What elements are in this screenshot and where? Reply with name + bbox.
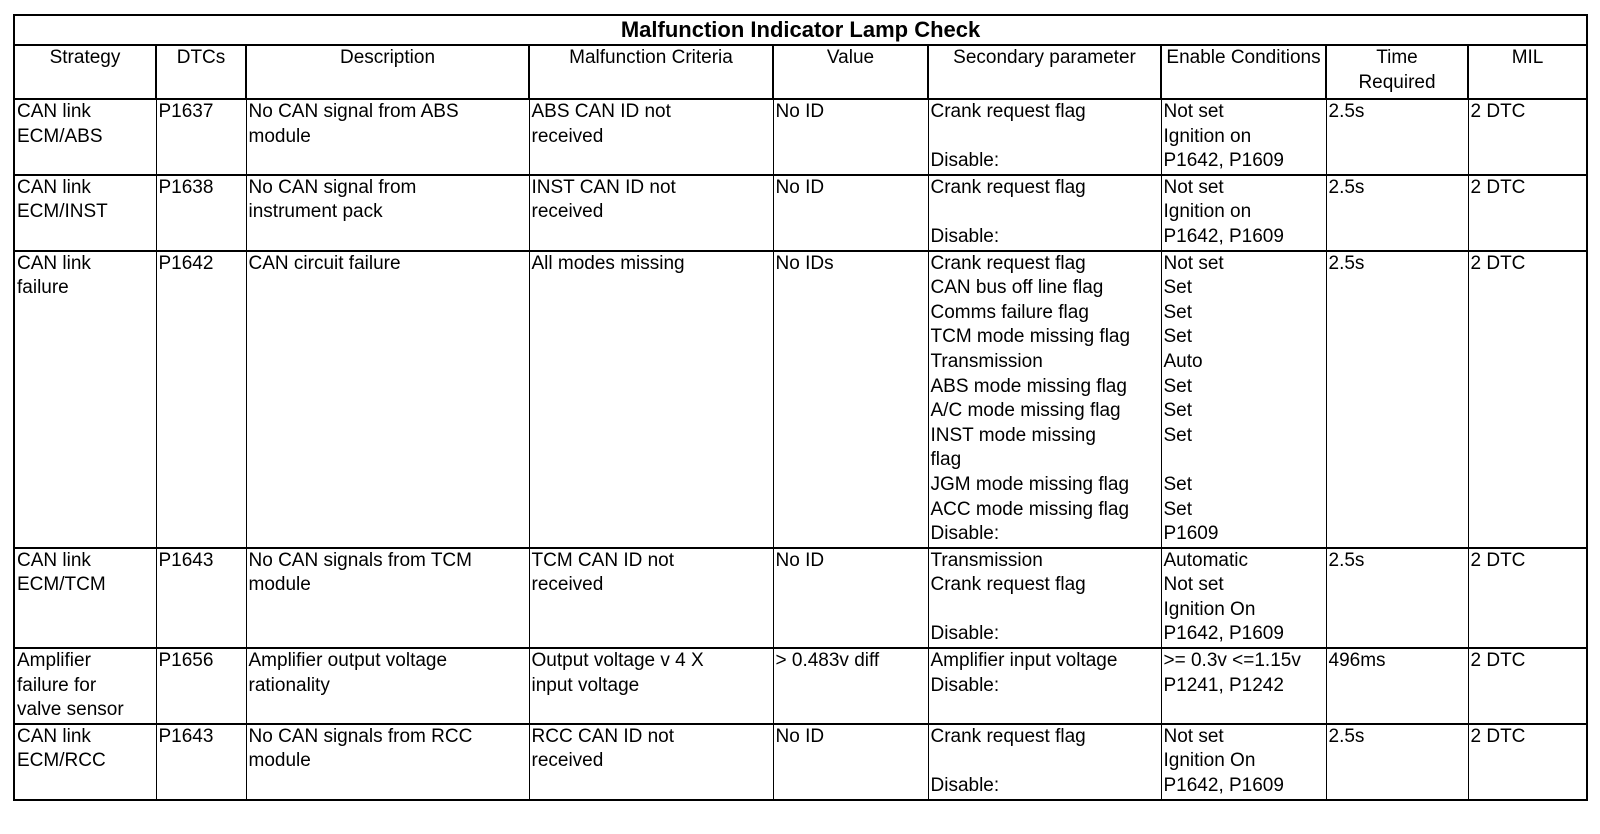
description-cell [246, 99, 529, 175]
secondary-cell [928, 724, 1161, 800]
enable-line: P1642, P1609 [1163, 225, 1284, 247]
description-line: instrument pack [248, 201, 383, 223]
secondary-line: TCM mode missing flag [930, 326, 1131, 348]
criteria-line: received [531, 201, 604, 223]
enable-line: >= 0.3v <=1.15v [1163, 650, 1301, 672]
description-line: module [248, 750, 311, 772]
header-dtcs: DTCs [156, 45, 246, 99]
secondary-line: Crank request flag [930, 725, 1086, 747]
secondary-line: A/C mode missing flag [930, 400, 1121, 422]
criteria-line: received [531, 750, 604, 772]
secondary-line: Disable: [930, 623, 1000, 645]
time-text: 2.5s [1328, 549, 1365, 571]
dtc-cell [156, 724, 246, 800]
enable-cell [1161, 724, 1326, 800]
strategy-line: CAN link [17, 549, 91, 571]
criteria-cell [529, 251, 773, 548]
mil-text: 2 DTC [1470, 725, 1526, 747]
value-cell [773, 548, 928, 648]
table-row [14, 648, 1587, 724]
secondary-line [931, 749, 1161, 774]
description-line: No CAN signal from [248, 176, 417, 198]
strategy-cell [14, 99, 156, 175]
secondary-line [931, 125, 1161, 150]
strategy-line: failure [17, 277, 69, 299]
strategy-line: valve sensor [17, 699, 124, 721]
enable-line: Ignition on [1163, 201, 1252, 223]
strategy-line: CAN link [17, 725, 91, 747]
time-cell [1326, 648, 1468, 724]
header-strategy: Strategy [14, 45, 156, 99]
description-cell [246, 648, 529, 724]
table-row [14, 175, 1587, 251]
enable-line: Set [1163, 301, 1193, 323]
mil-cell [1468, 548, 1587, 648]
enable-line: P1642, P1609 [1163, 775, 1284, 797]
strategy-line: CAN link [17, 101, 91, 122]
header-row [14, 45, 1587, 99]
strategy-line: CAN link [17, 176, 91, 198]
secondary-line: CAN bus off line flag [930, 277, 1104, 299]
time-text: 2.5s [1328, 176, 1365, 198]
time-cell [1326, 99, 1468, 175]
criteria-line: input voltage [531, 674, 640, 696]
secondary-line: Disable: [930, 225, 1000, 247]
mil-text: 2 DTC [1470, 549, 1526, 571]
strategy-line: ECM/INST [17, 201, 108, 223]
table-row [14, 99, 1587, 175]
criteria-line: INST CAN ID not [531, 176, 676, 198]
time-cell [1326, 724, 1468, 800]
header-secondary-parameter: Secondary parameter [928, 45, 1161, 99]
enable-line: Set [1163, 473, 1193, 495]
dtc-cell [156, 251, 246, 548]
description-line: rationality [248, 674, 330, 696]
dtc-text: P1656 [158, 650, 214, 672]
secondary-line: Comms failure flag [930, 301, 1089, 323]
enable-cell [1161, 548, 1326, 648]
table-body [14, 99, 1587, 800]
value-text: No IDs [775, 252, 834, 274]
secondary-cell [928, 648, 1161, 724]
criteria-line: Output voltage v 4 X [531, 650, 704, 672]
enable-line: Auto [1163, 350, 1203, 372]
enable-line: P1642, P1609 [1163, 623, 1284, 645]
criteria-line: All modes missing [531, 252, 685, 274]
strategy-cell [14, 548, 156, 648]
criteria-cell [529, 99, 773, 175]
enable-line: Not set [1163, 252, 1224, 274]
secondary-line: Crank request flag [930, 574, 1086, 596]
time-cell [1326, 251, 1468, 548]
value-cell [773, 99, 928, 175]
mil-text: 2 DTC [1470, 176, 1526, 198]
strategy-line: failure for [17, 674, 97, 696]
dtc-cell [156, 175, 246, 251]
criteria-line: RCC CAN ID not [531, 725, 675, 747]
value-cell [773, 648, 928, 724]
enable-line: Set [1163, 400, 1193, 422]
criteria-line: received [531, 125, 604, 147]
criteria-line: TCM CAN ID not [531, 549, 675, 571]
description-line: Amplifier output voltage [248, 650, 448, 672]
strategy-cell [14, 251, 156, 548]
description-cell [246, 724, 529, 800]
secondary-cell [928, 99, 1161, 175]
secondary-line: ABS mode missing flag [930, 375, 1127, 397]
mil-cell [1468, 724, 1587, 800]
enable-line: Set [1163, 375, 1193, 397]
strategy-cell [14, 648, 156, 724]
enable-line: Set [1163, 498, 1193, 520]
table-title: Malfunction Indicator Lamp Check [14, 15, 1587, 45]
secondary-line: Disable: [930, 674, 1000, 696]
mil-check-table-container [13, 14, 1586, 801]
table-row [14, 251, 1587, 548]
dtc-cell [156, 548, 246, 648]
header-malfunction-criteria: Malfunction Criteria [529, 45, 773, 99]
dtc-cell [156, 99, 246, 175]
value-text: > 0.483v diff [775, 650, 880, 672]
strategy-line: ECM/RCC [17, 750, 106, 772]
strategy-line: CAN link [17, 252, 91, 274]
mil-cell [1468, 251, 1587, 548]
enable-line: Ignition on [1163, 125, 1252, 147]
dtc-cell [156, 648, 246, 724]
strategy-line: ECM/TCM [17, 574, 106, 596]
strategy-line: ECM/ABS [17, 125, 103, 147]
secondary-line: JGM mode missing flag [930, 473, 1130, 495]
description-line: module [248, 125, 311, 147]
enable-cell [1161, 175, 1326, 251]
secondary-cell [928, 175, 1161, 251]
enable-line: Ignition On [1163, 598, 1256, 620]
description-line: No CAN signals from RCC [248, 725, 473, 747]
dtc-text: P1642 [158, 252, 214, 274]
enable-line: Set [1163, 326, 1193, 348]
mil-text: 2 DTC [1470, 650, 1526, 672]
enable-cell [1161, 648, 1326, 724]
enable-cell [1161, 99, 1326, 175]
header-value: Value [773, 45, 928, 99]
value-text: No ID [775, 725, 825, 747]
enable-line: Ignition On [1163, 750, 1256, 772]
mil-text: 2 DTC [1470, 252, 1526, 274]
mil-check-table [13, 14, 1588, 801]
enable-cell [1161, 251, 1326, 548]
secondary-line: Disable: [930, 775, 1000, 797]
secondary-line: INST mode missing [930, 424, 1096, 446]
strategy-cell [14, 175, 156, 251]
criteria-cell [529, 724, 773, 800]
description-cell [246, 175, 529, 251]
header-enable-conditions: Enable Conditions [1161, 45, 1326, 99]
secondary-line: Transmission [930, 549, 1043, 571]
secondary-cell [928, 548, 1161, 648]
dtc-text: P1637 [158, 101, 214, 122]
secondary-line: Transmission [930, 350, 1043, 372]
description-line: CAN circuit failure [248, 252, 401, 274]
secondary-line: ACC mode missing flag [930, 498, 1130, 520]
description-line: No CAN signals from TCM [248, 549, 472, 571]
header-description: Description [246, 45, 529, 99]
secondary-line [931, 598, 1161, 623]
mil-text: 2 DTC [1470, 101, 1526, 122]
criteria-cell [529, 175, 773, 251]
mil-cell [1468, 175, 1587, 251]
enable-line: Not set [1163, 176, 1224, 198]
enable-line: Not set [1163, 725, 1224, 747]
secondary-line: Crank request flag [930, 176, 1086, 198]
time-text: 2.5s [1328, 252, 1365, 274]
mil-cell [1468, 99, 1587, 175]
header-mil: MIL [1468, 45, 1587, 99]
time-text: 496ms [1328, 650, 1386, 672]
criteria-line: received [531, 574, 604, 596]
dtc-text: P1643 [158, 725, 214, 747]
description-cell [246, 548, 529, 648]
enable-line: Automatic [1163, 549, 1248, 571]
description-cell [246, 251, 529, 548]
strategy-cell [14, 724, 156, 800]
value-cell [773, 724, 928, 800]
table-row [14, 724, 1587, 800]
table-row [14, 548, 1587, 648]
header-time-required: Time Required [1326, 45, 1468, 99]
secondary-line: Crank request flag [930, 101, 1086, 122]
secondary-line: Disable: [930, 150, 1000, 172]
dtc-text: P1643 [158, 549, 214, 571]
enable-line: Set [1163, 424, 1193, 446]
secondary-line [931, 200, 1161, 225]
secondary-line: Crank request flag [930, 252, 1086, 274]
value-cell [773, 251, 928, 548]
value-text: No ID [775, 549, 825, 571]
time-cell [1326, 175, 1468, 251]
value-cell [773, 175, 928, 251]
description-line: No CAN signal from ABS [248, 101, 459, 122]
description-line: module [248, 574, 311, 596]
enable-line: Set [1163, 277, 1193, 299]
criteria-line: ABS CAN ID not [531, 101, 671, 122]
enable-line: Not set [1163, 574, 1224, 596]
enable-line: P1241, P1242 [1163, 674, 1284, 696]
enable-line: Not set [1163, 101, 1224, 122]
value-text: No ID [775, 176, 825, 198]
time-text: 2.5s [1328, 725, 1365, 747]
enable-line: P1642, P1609 [1163, 150, 1284, 172]
secondary-line: flag [930, 449, 962, 471]
secondary-line: Disable: [930, 523, 1000, 545]
mil-cell [1468, 648, 1587, 724]
time-text: 2.5s [1328, 101, 1365, 122]
value-text: No ID [775, 101, 825, 122]
enable-line [1164, 448, 1326, 473]
dtc-text: P1638 [158, 176, 214, 198]
time-cell [1326, 548, 1468, 648]
secondary-cell [928, 251, 1161, 548]
criteria-cell [529, 548, 773, 648]
strategy-line: Amplifier [17, 650, 91, 672]
criteria-cell [529, 648, 773, 724]
secondary-line: Amplifier input voltage [930, 650, 1118, 672]
enable-line: P1609 [1163, 523, 1219, 545]
